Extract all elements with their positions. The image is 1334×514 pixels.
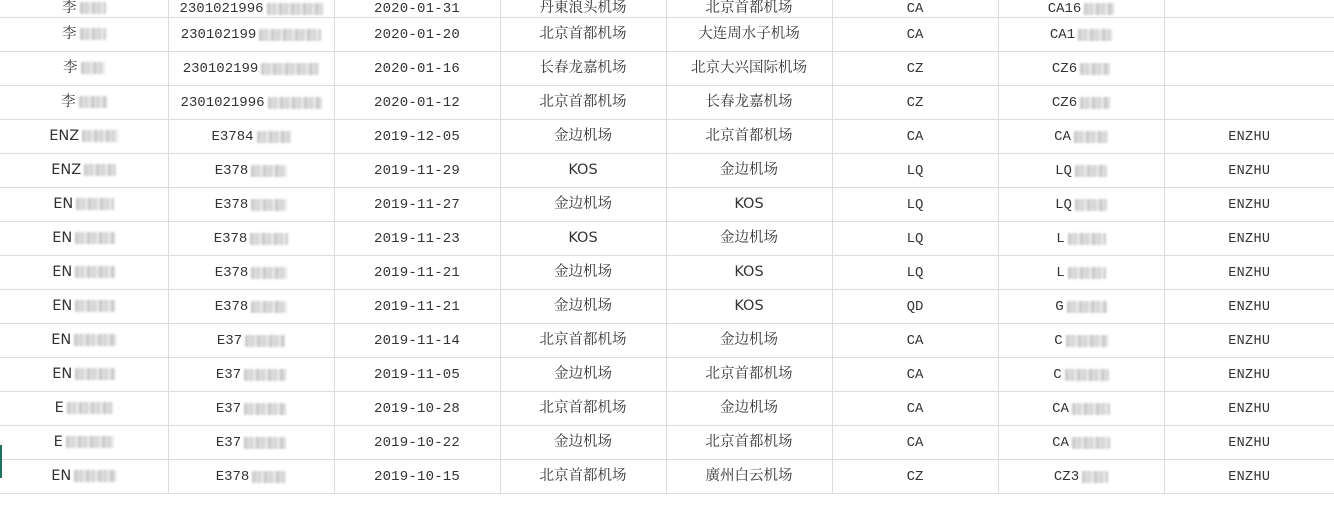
cell-arrival <box>666 52 832 86</box>
cell-id <box>168 120 334 154</box>
cell-airline <box>832 290 998 324</box>
cell-id-redaction <box>244 437 286 449</box>
cell-id-text: E3784 <box>211 129 254 145</box>
cell-name-text: EN <box>51 332 72 348</box>
cell-date <box>334 392 500 426</box>
cell-date-text: 2019-10-22 <box>373 435 460 451</box>
cell-id-text: 2301021996 <box>180 95 265 111</box>
cell-arrival <box>666 86 832 120</box>
cell-agent-text: ENZHU <box>1228 368 1271 383</box>
table-row[interactable] <box>0 18 1334 52</box>
cell-departure-text: 金边机场 <box>554 196 612 212</box>
cell-name-redaction <box>74 334 116 346</box>
table-row[interactable] <box>0 222 1334 256</box>
cell-name <box>0 0 168 18</box>
cell-agent-text: ENZHU <box>1228 402 1271 417</box>
cell-arrival <box>666 120 832 154</box>
cell-arrival <box>666 426 832 460</box>
cell-arrival-text: 长春龙嘉机场 <box>705 94 793 110</box>
cell-name <box>0 290 168 324</box>
cell-name <box>0 52 168 86</box>
cell-flight-redaction <box>1068 233 1106 245</box>
cell-arrival-text: 金边机场 <box>720 230 778 246</box>
table-row[interactable] <box>0 52 1334 86</box>
cell-airline-text: CZ <box>906 61 924 77</box>
cell-departure <box>500 18 666 52</box>
cell-flight-redaction <box>1078 29 1112 41</box>
cell-agent-text: ENZHU <box>1228 436 1271 451</box>
cell-airline-text: CA <box>906 435 924 451</box>
cell-id-text: 230102199 <box>182 61 259 77</box>
cell-departure-text: 金边机场 <box>554 128 612 144</box>
cell-date <box>334 86 500 120</box>
cell-date-text: 2019-10-15 <box>373 469 460 485</box>
cell-name-text: EN <box>52 366 73 382</box>
cell-id <box>168 290 334 324</box>
cell-airline <box>832 426 998 460</box>
cell-airline-text: CZ <box>906 95 924 111</box>
cell-flight <box>998 290 1164 324</box>
cell-id-redaction <box>268 97 322 109</box>
cell-departure-text: 北京首都机场 <box>539 332 627 348</box>
cell-departure <box>500 460 666 494</box>
cell-name-text: EN <box>52 298 73 314</box>
cell-id-text: E37 <box>215 367 242 383</box>
cell-arrival <box>666 188 832 222</box>
table-row[interactable] <box>0 460 1334 494</box>
cell-agent-text: ENZHU <box>1228 470 1271 485</box>
cell-date-text: 2020-01-20 <box>373 27 460 43</box>
cell-airline-text: CA <box>906 367 924 383</box>
cell-airline-text: LQ <box>906 231 924 247</box>
cell-airline-text: CZ <box>906 469 924 485</box>
cell-id <box>168 0 334 18</box>
cell-agent <box>1164 86 1334 120</box>
cell-departure <box>500 358 666 392</box>
cell-departure <box>500 188 666 222</box>
cell-name-redaction <box>82 130 118 142</box>
table-row[interactable] <box>0 392 1334 426</box>
cell-name-text: 李 <box>61 94 76 110</box>
cell-name-text: 李 <box>62 0 77 16</box>
cell-name-text: E <box>53 434 63 450</box>
cell-agent <box>1164 256 1334 290</box>
cell-id <box>168 86 334 120</box>
cell-agent-text: ENZHU <box>1228 130 1271 145</box>
cell-arrival-text: 北京大兴国际机场 <box>691 60 807 76</box>
cell-airline <box>832 392 998 426</box>
cell-flight <box>998 426 1164 460</box>
cell-flight <box>998 154 1164 188</box>
cell-date <box>334 460 500 494</box>
cell-id-redaction <box>252 471 286 483</box>
cell-airline-text: CA <box>906 129 924 145</box>
cell-flight-redaction <box>1072 437 1110 449</box>
cell-date-text: 2019-11-23 <box>373 231 460 247</box>
cell-flight-redaction <box>1075 199 1107 211</box>
cell-name <box>0 188 168 222</box>
cell-airline <box>832 86 998 120</box>
cell-departure-text: KOS <box>568 230 598 246</box>
cell-departure-text: 金边机场 <box>554 366 612 382</box>
cell-id-text: E37 <box>215 435 242 451</box>
cell-name <box>0 392 168 426</box>
cell-id-text: E378 <box>214 299 249 315</box>
cell-id-redaction <box>250 233 288 245</box>
cell-agent-text: ENZHU <box>1228 300 1271 315</box>
cell-agent-text: ENZHU <box>1228 232 1271 247</box>
cell-flight-text: C <box>1054 333 1063 349</box>
cell-name-text: E <box>54 400 64 416</box>
cell-departure-text: 金边机场 <box>554 298 612 314</box>
cell-flight-text: CZ6 <box>1051 95 1078 111</box>
cell-id <box>168 358 334 392</box>
cell-agent <box>1164 290 1334 324</box>
table-row[interactable] <box>0 256 1334 290</box>
cell-arrival-text: 金边机场 <box>720 400 778 416</box>
cell-flight <box>998 222 1164 256</box>
cell-date <box>334 0 500 18</box>
cell-date-text: 2019-11-05 <box>373 367 460 383</box>
cell-id-redaction <box>244 403 286 415</box>
cell-departure-text: 北京首都机场 <box>539 94 627 110</box>
cell-flight-text: CA <box>1052 401 1069 417</box>
cell-flight <box>998 324 1164 358</box>
cell-departure <box>500 290 666 324</box>
cell-departure-text: 长春龙嘉机场 <box>539 60 627 76</box>
cell-date-text: 2020-01-12 <box>373 95 460 111</box>
cell-arrival <box>666 222 832 256</box>
cell-departure <box>500 0 666 18</box>
cell-name-text: EN <box>51 468 72 484</box>
cell-id-redaction <box>245 335 285 347</box>
cell-flight <box>998 256 1164 290</box>
cell-airline-text: LQ <box>906 265 924 281</box>
cell-arrival <box>666 290 832 324</box>
table-row[interactable] <box>0 0 1334 18</box>
cell-departure-text: 北京首都机场 <box>539 26 627 42</box>
cell-id-text: E378 <box>214 197 249 213</box>
cell-name-redaction <box>80 28 106 40</box>
cell-flight-text: LQ <box>1055 163 1072 179</box>
cell-flight-text: C <box>1053 367 1062 383</box>
table-row[interactable] <box>0 86 1334 120</box>
cell-airline-text: CA <box>906 1 924 17</box>
cell-arrival <box>666 324 832 358</box>
cell-date-text: 2019-11-29 <box>373 163 460 179</box>
cell-name-redaction <box>79 96 107 108</box>
cell-agent <box>1164 222 1334 256</box>
cell-id-redaction <box>244 369 286 381</box>
cell-arrival-text: 金边机场 <box>720 162 778 178</box>
cell-arrival-text: KOS <box>734 264 764 280</box>
cell-name <box>0 154 168 188</box>
cell-arrival-text: 北京首都机场 <box>705 434 793 450</box>
cell-id <box>168 324 334 358</box>
cell-flight-text: L <box>1056 231 1065 247</box>
cell-name-redaction <box>66 436 114 448</box>
table-row[interactable] <box>0 188 1334 222</box>
cell-departure <box>500 392 666 426</box>
cell-id-redaction <box>251 267 287 279</box>
cell-date <box>334 120 500 154</box>
cell-airline <box>832 222 998 256</box>
cell-arrival <box>666 392 832 426</box>
cell-date-text: 2020-01-31 <box>373 1 460 17</box>
cell-agent <box>1164 460 1334 494</box>
cell-name <box>0 426 168 460</box>
cell-arrival-text: 北京首都机场 <box>705 366 793 382</box>
cell-flight-text: G <box>1055 299 1064 315</box>
cell-id-text: 230102199 <box>180 27 257 43</box>
cell-departure <box>500 222 666 256</box>
cell-arrival-text: KOS <box>734 196 764 212</box>
cell-arrival-text: 北京首都机场 <box>705 0 793 16</box>
cell-id-text: E378 <box>214 265 249 281</box>
cell-id-text: E37 <box>216 333 243 349</box>
table-row[interactable] <box>0 154 1334 188</box>
cell-name-redaction <box>75 232 115 244</box>
cell-date <box>334 256 500 290</box>
cell-departure <box>500 426 666 460</box>
cell-airline-text: LQ <box>906 163 924 179</box>
cell-name-redaction <box>75 300 115 312</box>
cell-agent-text: ENZHU <box>1228 334 1271 349</box>
cell-name <box>0 358 168 392</box>
cell-agent <box>1164 120 1334 154</box>
cell-name-redaction <box>76 198 114 210</box>
cell-departure-text: KOS <box>568 162 598 178</box>
cell-flight <box>998 358 1164 392</box>
cell-id <box>168 256 334 290</box>
cell-departure-text: 金边机场 <box>554 264 612 280</box>
cell-date <box>334 18 500 52</box>
cell-agent <box>1164 18 1334 52</box>
cell-flight <box>998 460 1164 494</box>
cell-airline <box>832 18 998 52</box>
cell-name-text: ENZ <box>49 128 80 144</box>
cell-id <box>168 188 334 222</box>
cell-flight-text: L <box>1056 265 1065 281</box>
cell-departure <box>500 52 666 86</box>
cell-name-text: 李 <box>63 60 78 76</box>
cell-departure <box>500 324 666 358</box>
cell-flight-redaction <box>1067 301 1107 313</box>
cell-arrival <box>666 0 832 18</box>
cell-name-redaction <box>84 164 116 176</box>
cell-flight-redaction <box>1072 403 1110 415</box>
cell-name-text: 李 <box>62 26 77 42</box>
cell-arrival-text: KOS <box>734 298 764 314</box>
cell-id-text: E378 <box>215 469 250 485</box>
cell-name-redaction <box>75 266 115 278</box>
cell-airline <box>832 0 998 18</box>
cell-name-redaction <box>75 368 115 380</box>
cell-id <box>168 392 334 426</box>
cell-departure-text: 北京首都机场 <box>539 468 627 484</box>
table-row[interactable] <box>0 426 1334 460</box>
cell-agent <box>1164 52 1334 86</box>
cell-agent <box>1164 426 1334 460</box>
cell-airline <box>832 324 998 358</box>
cell-date <box>334 358 500 392</box>
cell-arrival <box>666 154 832 188</box>
cell-arrival-text: 北京首都机场 <box>705 128 793 144</box>
cell-date-text: 2019-11-14 <box>373 333 460 349</box>
cell-id-redaction <box>267 3 323 15</box>
cell-arrival-text: 金边机场 <box>720 332 778 348</box>
cell-name <box>0 86 168 120</box>
cell-name-redaction <box>81 62 105 74</box>
cell-name <box>0 222 168 256</box>
cell-date-text: 2019-10-28 <box>373 401 460 417</box>
cell-airline-text: CA <box>906 401 924 417</box>
cell-flight <box>998 0 1164 18</box>
cell-flight-text: CA <box>1052 435 1069 451</box>
cell-flight-text: CZ6 <box>1051 61 1078 77</box>
cell-id-redaction <box>257 131 291 143</box>
cell-date <box>334 426 500 460</box>
cell-name-redaction <box>80 2 106 14</box>
cell-arrival <box>666 256 832 290</box>
table-row[interactable] <box>0 358 1334 392</box>
cell-airline <box>832 52 998 86</box>
cell-airline <box>832 154 998 188</box>
cell-departure <box>500 154 666 188</box>
cell-departure <box>500 86 666 120</box>
cell-name <box>0 18 168 52</box>
cell-arrival <box>666 460 832 494</box>
cell-date-text: 2020-01-16 <box>373 61 460 77</box>
cell-flight-redaction <box>1065 369 1109 381</box>
cell-airline-text: LQ <box>906 197 924 213</box>
cell-departure-text: 金边机场 <box>554 434 612 450</box>
cell-flight-redaction <box>1080 97 1110 109</box>
cell-id-redaction <box>251 165 287 177</box>
cell-id <box>168 18 334 52</box>
cell-agent <box>1164 154 1334 188</box>
cell-departure-text: 丹東浪头机场 <box>539 0 627 16</box>
cell-arrival <box>666 358 832 392</box>
cell-id-text: 2301021996 <box>179 1 264 17</box>
cell-date <box>334 154 500 188</box>
cell-date <box>334 52 500 86</box>
cell-date <box>334 290 500 324</box>
cell-date-text: 2019-12-05 <box>373 129 460 145</box>
row-edge-marker <box>0 445 2 478</box>
cell-agent <box>1164 392 1334 426</box>
cell-flight <box>998 188 1164 222</box>
table-row[interactable] <box>0 120 1334 154</box>
cell-date-text: 2019-11-21 <box>373 299 460 315</box>
cell-airline <box>832 188 998 222</box>
cell-flight-redaction <box>1068 267 1106 279</box>
cell-agent-text: ENZHU <box>1228 164 1271 179</box>
cell-agent-text: ENZHU <box>1228 266 1271 281</box>
cell-flight-redaction <box>1082 471 1108 483</box>
cell-date <box>334 324 500 358</box>
cell-flight-text: LQ <box>1055 197 1072 213</box>
cell-id <box>168 154 334 188</box>
cell-id-text: E378 <box>214 163 249 179</box>
cell-departure-text: 北京首都机场 <box>539 400 627 416</box>
cell-flight <box>998 52 1164 86</box>
cell-name-redaction <box>74 470 116 482</box>
cell-flight <box>998 392 1164 426</box>
cell-airline-text: QD <box>906 299 924 315</box>
cell-date <box>334 222 500 256</box>
cell-flight-redaction <box>1080 63 1110 75</box>
cell-id-redaction <box>251 199 287 211</box>
cell-id-redaction <box>259 29 321 41</box>
cell-flight <box>998 120 1164 154</box>
cell-flight-text: CZ3 <box>1053 469 1080 485</box>
cell-id <box>168 460 334 494</box>
cell-flight <box>998 18 1164 52</box>
cell-arrival-text: 廣州白云机场 <box>705 468 793 484</box>
cell-date-text: 2019-11-21 <box>373 265 460 281</box>
cell-departure <box>500 256 666 290</box>
cell-flight-text: CA1 <box>1049 27 1076 43</box>
cell-date-text: 2019-11-27 <box>373 197 460 213</box>
cell-name-redaction <box>67 402 113 414</box>
cell-name <box>0 460 168 494</box>
cell-id <box>168 426 334 460</box>
cell-arrival-text: 大连周水子机场 <box>698 26 800 42</box>
cell-id <box>168 52 334 86</box>
cell-flight-redaction <box>1074 131 1108 143</box>
cell-arrival <box>666 18 832 52</box>
cell-airline <box>832 256 998 290</box>
cell-airline <box>832 120 998 154</box>
cell-flight-text: CA16 <box>1047 1 1082 17</box>
cell-agent <box>1164 188 1334 222</box>
table-row[interactable] <box>0 324 1334 358</box>
cell-airline <box>832 358 998 392</box>
cell-id-text: E378 <box>213 231 248 247</box>
cell-flight-text: CA <box>1054 129 1071 145</box>
table-row[interactable] <box>0 290 1334 324</box>
cell-flight-redaction <box>1075 165 1107 177</box>
cell-name-text: ENZ <box>51 162 82 178</box>
cell-flight-redaction <box>1066 335 1108 347</box>
cell-id-redaction <box>251 301 287 313</box>
cell-name-text: EN <box>53 196 74 212</box>
cell-airline-text: CA <box>906 27 924 43</box>
cell-name <box>0 256 168 290</box>
cell-id-redaction <box>261 63 319 75</box>
cell-agent <box>1164 0 1334 18</box>
cell-name-text: EN <box>52 264 73 280</box>
cell-id <box>168 222 334 256</box>
cell-id-text: E37 <box>215 401 242 417</box>
cell-flight-redaction <box>1084 3 1114 15</box>
cell-name <box>0 120 168 154</box>
cell-flight <box>998 86 1164 120</box>
cell-agent <box>1164 358 1334 392</box>
cell-airline-text: CA <box>906 333 924 349</box>
cell-date <box>334 188 500 222</box>
cell-name <box>0 324 168 358</box>
cell-name-text: EN <box>52 230 73 246</box>
cell-airline <box>832 460 998 494</box>
cell-agent <box>1164 324 1334 358</box>
cell-agent-text: ENZHU <box>1228 198 1271 213</box>
cell-departure <box>500 120 666 154</box>
